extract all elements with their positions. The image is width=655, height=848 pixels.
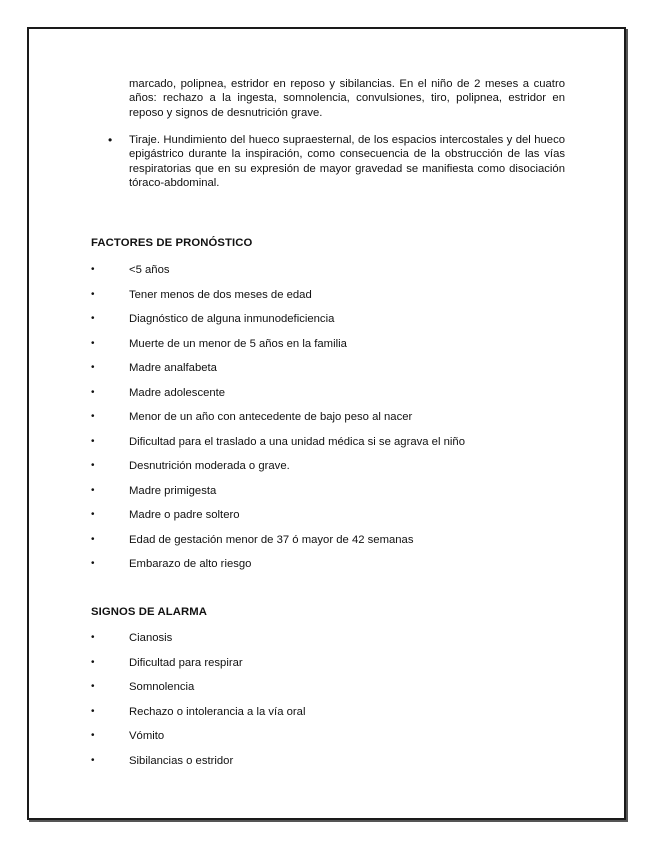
alarma-heading: SIGNOS DE ALARMA bbox=[91, 606, 208, 618]
list-bullet: • bbox=[91, 730, 95, 741]
list-item bbox=[91, 729, 571, 754]
alarma-list bbox=[91, 631, 571, 778]
list-item-text: Desnutrición moderada o grave. bbox=[129, 460, 290, 472]
list-item-text: Madre analfabeta bbox=[129, 362, 217, 374]
list-bullet: • bbox=[91, 558, 95, 569]
list-item-text: Sibilancias o estridor bbox=[129, 754, 234, 767]
list-item bbox=[91, 508, 571, 533]
list-item bbox=[91, 705, 571, 730]
tiraje-paragraph: Tiraje. Hundimiento del hueco supraesternal, de los espacios intercostales y del hueco epigástrico durante la inspiración, como consecuencia de la obstrucción de las vías respiratorias que en su expresión de mayor gravedad se manifiesta como disociación tóraco-abdominal. bbox=[129, 134, 565, 190]
continuation-paragraph: marcado, polipnea, estridor en reposo y sibilancias. En el niño de 2 meses a cuatro años: rechazo a la ingesta, somnolencia, convulsiones, tiro, polipnea, estridor en reposo y signos de desnutrición grave. bbox=[129, 78, 565, 119]
list-item bbox=[91, 435, 571, 460]
tiraje-bullet: • bbox=[108, 133, 113, 147]
list-item-text: Madre primigesta bbox=[129, 484, 217, 497]
list-bullet: • bbox=[91, 705, 95, 717]
list-item bbox=[91, 288, 571, 313]
list-bullet: • bbox=[91, 632, 95, 643]
list-bullet: • bbox=[91, 337, 95, 349]
list-item-text: <5 años bbox=[129, 264, 170, 276]
list-item-text: Dificultad para el traslado a una unidad médica si se agrava el niño bbox=[129, 435, 465, 448]
list-item bbox=[91, 631, 571, 656]
list-item-text: Madre o padre soltero bbox=[129, 509, 240, 521]
list-item-text: Rechazo o intolerancia a la vía oral bbox=[129, 705, 306, 718]
list-item bbox=[91, 361, 571, 386]
list-bullet: • bbox=[91, 264, 95, 275]
list-item-text: Embarazo de alto riesgo bbox=[129, 558, 252, 570]
list-item bbox=[91, 533, 571, 558]
list-item bbox=[91, 484, 571, 509]
list-item bbox=[91, 680, 571, 705]
list-item bbox=[91, 410, 571, 435]
pronostico-heading: FACTORES DE PRONÓSTICO bbox=[91, 237, 253, 249]
list-bullet: • bbox=[91, 411, 95, 422]
list-item bbox=[91, 312, 571, 337]
list-item bbox=[91, 754, 571, 779]
list-bullet: • bbox=[91, 484, 95, 496]
list-item bbox=[91, 263, 571, 288]
list-bullet: • bbox=[91, 754, 95, 766]
list-item-text: Somnolencia bbox=[129, 681, 195, 693]
list-item-text: Tener menos de dos meses de edad bbox=[129, 288, 312, 301]
list-item bbox=[91, 386, 571, 411]
list-item bbox=[91, 557, 571, 582]
list-bullet: • bbox=[91, 386, 95, 398]
list-item bbox=[91, 656, 571, 681]
list-item bbox=[91, 337, 571, 362]
list-bullet: • bbox=[91, 460, 95, 471]
list-bullet: • bbox=[91, 288, 95, 300]
list-item-text: Menor de un año con antecedente de bajo peso al nacer bbox=[129, 411, 413, 423]
list-item-text: Muerte de un menor de 5 años en la familia bbox=[129, 337, 347, 350]
pronostico-list bbox=[91, 263, 571, 582]
list-bullet: • bbox=[91, 681, 95, 692]
list-bullet: • bbox=[91, 533, 95, 545]
list-bullet: • bbox=[91, 435, 95, 447]
list-bullet: • bbox=[91, 362, 95, 373]
list-item-text: Dificultad para respirar bbox=[129, 656, 243, 669]
list-bullet: • bbox=[91, 313, 95, 324]
list-item-text: Diagnóstico de alguna inmunodeficiencia bbox=[129, 313, 335, 325]
list-item bbox=[91, 459, 571, 484]
list-item-text: Edad de gestación menor de 37 ó mayor de 42 semanas bbox=[129, 533, 414, 546]
list-bullet: • bbox=[91, 656, 95, 668]
list-item-text: Cianosis bbox=[129, 632, 173, 644]
list-item-text: Madre adolescente bbox=[129, 386, 226, 399]
list-bullet: • bbox=[91, 509, 95, 520]
list-item-text: Vómito bbox=[129, 730, 165, 742]
